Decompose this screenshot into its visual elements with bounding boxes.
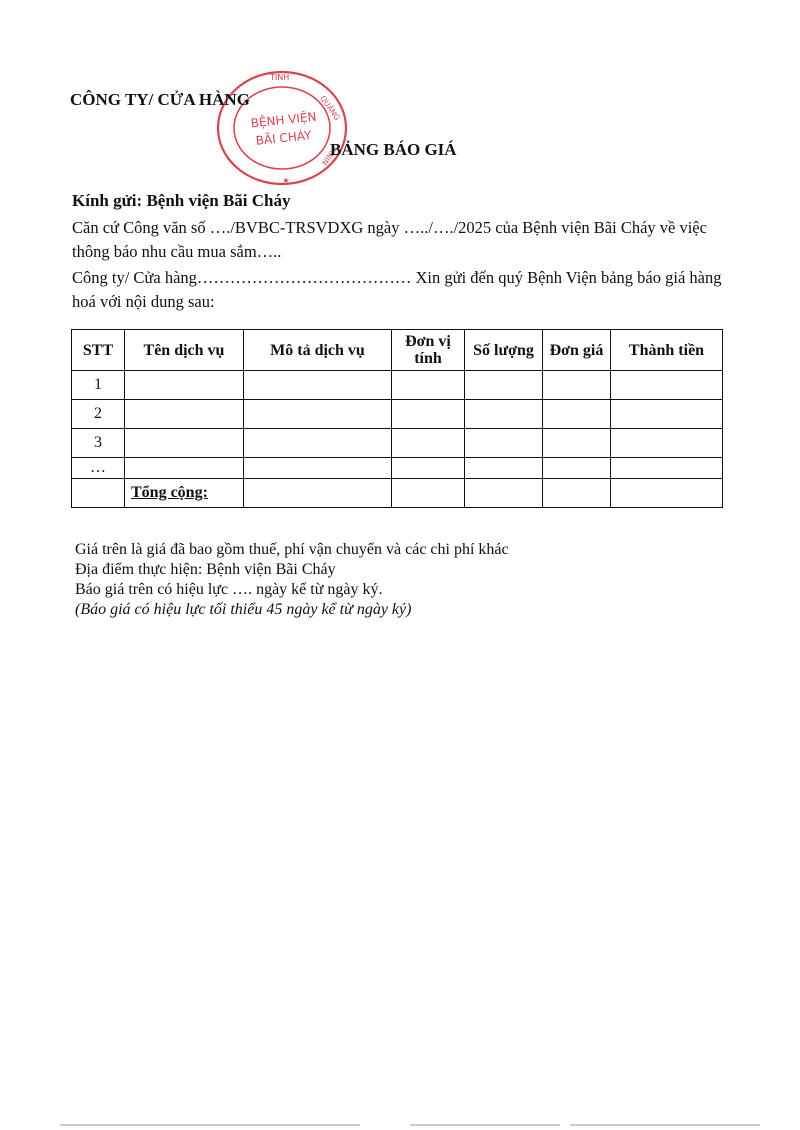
table-cell	[392, 458, 465, 479]
table-cell	[465, 371, 543, 400]
note-price-inclusion: Giá trên là giá đã bao gồm thuế, phí vận chuyển và các chi phí khác	[75, 541, 509, 558]
table-cell	[543, 429, 611, 458]
table-cell	[465, 429, 543, 458]
table-cell	[611, 371, 723, 400]
scan-artifact-line	[570, 1124, 760, 1126]
row-stt: 2	[72, 400, 125, 429]
header-unit-line2: tính	[414, 350, 442, 367]
table-cell	[543, 371, 611, 400]
header-description: Mô tả dịch vụ	[244, 330, 392, 371]
header-stt: STT	[72, 330, 125, 371]
table-cell	[244, 479, 392, 508]
table-cell	[465, 400, 543, 429]
table-cell	[543, 479, 611, 508]
table-cell	[125, 400, 244, 429]
scan-artifact-line	[410, 1124, 560, 1126]
stamp-line1: BỆNH VIỆN	[250, 109, 318, 131]
header-amount: Thành tiền	[611, 330, 723, 371]
total-label: Tổng cộng:	[125, 479, 244, 508]
table-cell	[611, 479, 723, 508]
stamp-star-icon: ★	[282, 176, 290, 185]
table-cell	[244, 400, 392, 429]
stamp-line2: BÃI CHÁY	[255, 128, 313, 148]
table-header-row	[72, 330, 723, 371]
hospital-stamp	[214, 68, 350, 188]
stamp-right-text: QUẢNG	[318, 93, 342, 123]
table-row	[72, 400, 723, 429]
header-unit	[392, 330, 465, 371]
table-cell	[611, 458, 723, 479]
table-cell	[125, 429, 244, 458]
note-validity: Báo giá trên có hiệu lực …. ngày kể từ ngày ký.	[75, 581, 383, 598]
table-cell	[244, 429, 392, 458]
note-location: Địa điểm thực hiện: Bệnh viện Bãi Cháy	[75, 561, 336, 578]
table-cell	[543, 400, 611, 429]
table-cell	[465, 458, 543, 479]
company-label: CÔNG TY/ CỬA HÀNG	[70, 90, 250, 109]
table-cell	[244, 458, 392, 479]
table-cell	[125, 458, 244, 479]
scan-artifact-line	[60, 1124, 360, 1126]
header-quantity: Số lượng	[465, 330, 543, 371]
table-cell	[125, 371, 244, 400]
recipient-line: Kính gửi: Bệnh viện Bãi Cháy	[72, 191, 291, 210]
stamp-top-text: TỈNH	[270, 73, 290, 82]
table-cell	[392, 371, 465, 400]
quotation-table	[71, 329, 723, 508]
table-cell	[543, 458, 611, 479]
total-row	[72, 479, 723, 508]
table-row	[72, 429, 723, 458]
table-cell	[611, 429, 723, 458]
table-row	[72, 371, 723, 400]
row-stt: …	[72, 458, 125, 479]
table-row	[72, 458, 723, 479]
header-service-name: Tên dịch vụ	[125, 330, 244, 371]
table-cell	[244, 371, 392, 400]
table-cell	[465, 479, 543, 508]
stamp-lower-text: NINH	[320, 146, 339, 168]
table-cell	[392, 400, 465, 429]
table-cell	[392, 479, 465, 508]
reference-paragraph: Căn cứ Công văn số …./BVBC-TRSVDXG ngày …../…./2025 của Bệnh viện Bãi Cháy về việc thông báo nhu cầu mua sắm…..	[72, 218, 707, 261]
table-cell	[392, 429, 465, 458]
document-title: BẢNG BÁO GIÁ	[330, 140, 457, 159]
header-unit-price: Đơn giá	[543, 330, 611, 371]
note-minimum-validity: (Báo giá có hiệu lực tối thiểu 45 ngày kể từ ngày ký)	[75, 601, 412, 618]
row-stt: 3	[72, 429, 125, 458]
table-cell	[72, 479, 125, 508]
header-unit-line1: Đơn vị	[405, 333, 451, 350]
notes-section	[75, 540, 509, 620]
table-cell	[611, 400, 723, 429]
row-stt: 1	[72, 371, 125, 400]
intro-paragraph: Công ty/ Cửa hàng………………………………… Xin gửi đến quý Bệnh Viện bảng báo giá hàng hoá với nội dung sau:	[72, 268, 722, 311]
